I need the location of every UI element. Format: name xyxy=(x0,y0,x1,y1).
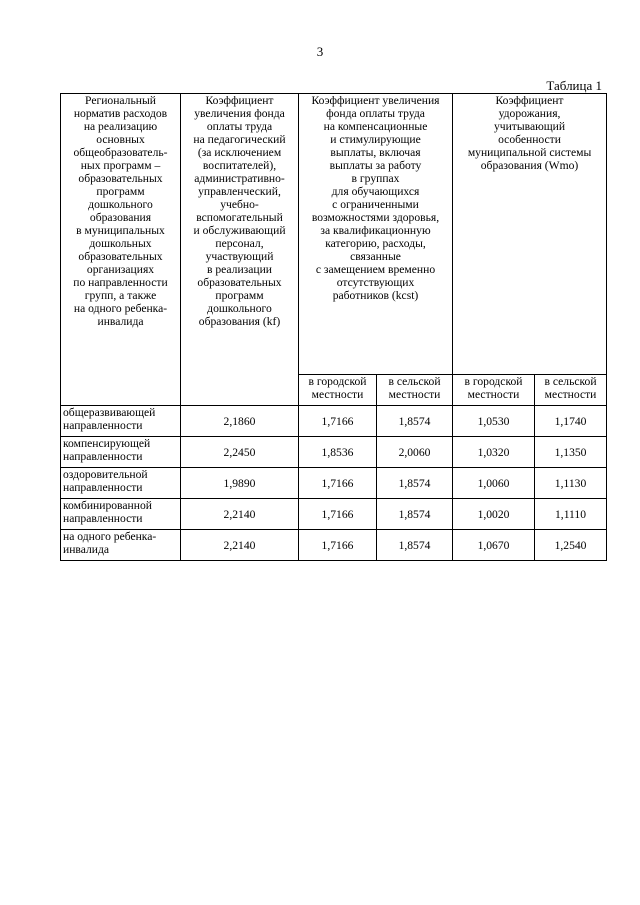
cell-kcst-urban: 1,7166 xyxy=(299,530,377,561)
cell-wmo-urban: 1,0320 xyxy=(453,437,535,468)
cell-wmo-rural: 1,1110 xyxy=(535,499,607,530)
cell-kf: 2,2140 xyxy=(181,530,299,561)
cell-kcst-urban: 1,7166 xyxy=(299,468,377,499)
row-label: компенсирующей направленности xyxy=(61,437,181,468)
cell-kf: 2,1860 xyxy=(181,406,299,437)
cell-kcst-rural: 1,8574 xyxy=(377,499,453,530)
cell-wmo-urban: 1,0530 xyxy=(453,406,535,437)
cell-kcst-urban: 1,7166 xyxy=(299,499,377,530)
cell-wmo-rural: 1,2540 xyxy=(535,530,607,561)
cell-wmo-urban: 1,0020 xyxy=(453,499,535,530)
table-row xyxy=(61,499,607,530)
subheader-kcst-rural: в сельской местности xyxy=(377,375,453,406)
row-label: оздоровительной направленности xyxy=(61,468,181,499)
cell-wmo-rural: 1,1130 xyxy=(535,468,607,499)
cell-kcst-rural: 1,8574 xyxy=(377,530,453,561)
cell-wmo-rural: 1,1740 xyxy=(535,406,607,437)
cell-kf: 1,9890 xyxy=(181,468,299,499)
table-row xyxy=(61,406,607,437)
coefficients-table xyxy=(60,93,607,561)
page-number: 3 xyxy=(316,44,324,59)
row-label: на одного ребенка- инвалида xyxy=(61,530,181,561)
cell-kcst-rural: 1,8574 xyxy=(377,468,453,499)
cell-kcst-urban: 1,8536 xyxy=(299,437,377,468)
cell-wmo-urban: 1,0060 xyxy=(453,468,535,499)
header-regional-norm: Региональный норматив расходов на реализацию основных общеобразователь- ных программ – образовательных программ дошкольного образования в муниципальных дошкольных образовательных организациях по направленности групп, а также на одного ребенка- инвалида xyxy=(61,94,181,406)
cell-wmo-urban: 1,0670 xyxy=(453,530,535,561)
header-row xyxy=(61,94,607,375)
cell-kcst-urban: 1,7166 xyxy=(299,406,377,437)
row-label: комбинированной направленности xyxy=(61,499,181,530)
cell-wmo-rural: 1,1350 xyxy=(535,437,607,468)
subheader-wmo-rural: в сельской местности xyxy=(535,375,607,406)
table-row xyxy=(61,437,607,468)
header-wmo: Коэффициент удорожания, учитывающий особенности муниципальной системы образования (Wmo) xyxy=(453,94,607,375)
header-kf: Коэффициент увеличения фонда оплаты труда на педагогический (за исключением воспитателей), административно- управленческий, учебно- вспомогательный и обслуживающий персонал, участвующий в реализации образовательных программ дошкольного образования (kf) xyxy=(181,94,299,406)
cell-kcst-rural: 1,8574 xyxy=(377,406,453,437)
header-kcst: Коэффициент увеличения фонда оплаты труда на компенсационные и стимулирующие выплаты, включая выплаты за работу в группах для обучающихся с ограниченными возможностями здоровья, за квалификационную категорию, расходы, связанные с замещением временно отсутствующих работников (kcst) xyxy=(299,94,453,375)
subheader-wmo-urban: в городской местности xyxy=(453,375,535,406)
row-label: общеразвивающей направленности xyxy=(61,406,181,437)
cell-kcst-rural: 2,0060 xyxy=(377,437,453,468)
table-row xyxy=(61,530,607,561)
subheader-kcst-urban: в городской местности xyxy=(299,375,377,406)
cell-kf: 2,2140 xyxy=(181,499,299,530)
table-row xyxy=(61,468,607,499)
cell-kf: 2,2450 xyxy=(181,437,299,468)
table-caption: Таблица 1 xyxy=(546,78,602,93)
